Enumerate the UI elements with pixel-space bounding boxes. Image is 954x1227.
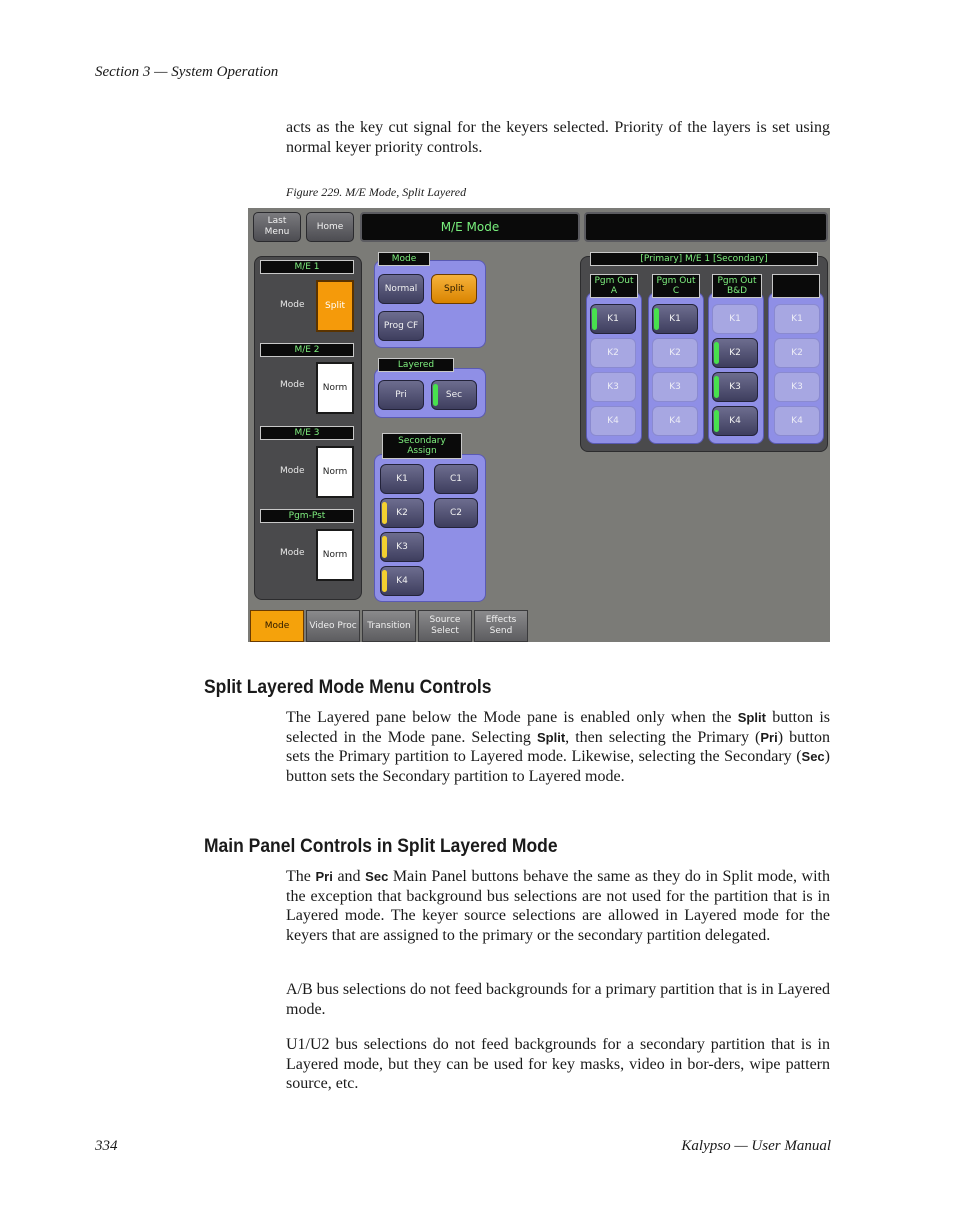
section2-paragraph-1: The Pri and Sec Main Panel buttons behave the same as they do in Split mode, with the exception that background bus selections are not used for the partition that is in Layered mode. The keyer source selections are allowed in Layered mode for the keyers that are assigned to the primary or the secondary partition delegated.	[286, 868, 830, 944]
tab-effects-send[interactable]: Effects Send	[474, 610, 528, 642]
me3-label: M/E 3	[260, 426, 354, 440]
out-c-k1-button[interactable]: K1	[652, 304, 698, 334]
out-a-k1-button[interactable]: K1	[590, 304, 636, 334]
sec-k2-button[interactable]: K2	[380, 498, 424, 528]
out-bd-k4-button[interactable]: K4	[712, 406, 758, 436]
page-number: 334	[95, 1138, 118, 1154]
sec-c2-button[interactable]: C2	[434, 498, 478, 528]
tab-mode[interactable]: Mode	[250, 610, 304, 642]
out-4-k3-button[interactable]: K3	[774, 372, 820, 402]
pri-button[interactable]: Pri	[378, 380, 424, 410]
out-4-k2-button[interactable]: K2	[774, 338, 820, 368]
section-heading-split-layered: Split Layered Mode Menu Controls	[204, 677, 492, 698]
out-c-k2-button[interactable]: K2	[652, 338, 698, 368]
me1-mode-label: Mode	[280, 300, 305, 310]
pgmpst-mode-button[interactable]: Norm	[316, 529, 354, 581]
section2-paragraph-2: A/B bus selections do not feed backgrounds for a primary partition that is in Layered mode.	[286, 981, 830, 1018]
mode-pane-title: Mode	[378, 252, 430, 266]
figure-caption: Figure 229. M/E Mode, Split Layered	[286, 185, 467, 199]
last-menu-button[interactable]: Last Menu	[253, 212, 301, 242]
out-bd-k1-button[interactable]: K1	[712, 304, 758, 334]
home-button[interactable]: Home	[306, 212, 354, 242]
sec-k3-button[interactable]: K3	[380, 532, 424, 562]
sec-k1-button[interactable]: K1	[380, 464, 424, 494]
out-c-k3-button[interactable]: K3	[652, 372, 698, 402]
me-mode-screenshot	[248, 208, 830, 642]
section1-paragraph: The Layered pane below the Mode pane is enabled only when the Split button is selected in the Mode pane. Selecting Split, then selecting the Primary (Pri) button sets the Primary partition to Layered mode. Likewise, selecting the Secondary (Sec) button sets the Secondary partition to Layered mode.	[286, 709, 831, 785]
tab-video-proc[interactable]: Video Proc	[306, 610, 360, 642]
me3-mode-button[interactable]: Norm	[316, 446, 354, 498]
sec-c1-button[interactable]: C1	[434, 464, 478, 494]
normal-button[interactable]: Normal	[378, 274, 424, 304]
output-a-label: Pgm Out A	[590, 274, 638, 298]
sec-k4-button[interactable]: K4	[380, 566, 424, 596]
tab-transition[interactable]: Transition	[362, 610, 416, 642]
output-bd-label: Pgm Out B&D	[712, 274, 762, 298]
out-bd-k3-button[interactable]: K3	[712, 372, 758, 402]
me2-mode-label: Mode	[280, 380, 305, 390]
me2-mode-button[interactable]: Norm	[316, 362, 354, 414]
out-bd-k2-button[interactable]: K2	[712, 338, 758, 368]
running-header: Section 3 — System Operation	[95, 64, 279, 80]
section-heading-main-panel: Main Panel Controls in Split Layered Mode	[204, 836, 558, 857]
intro-paragraph: acts as the key cut signal for the keyers selected. Priority of the layers is set using normal keyer priority controls.	[286, 119, 830, 156]
out-c-k4-button[interactable]: K4	[652, 406, 698, 436]
out-a-k3-button[interactable]: K3	[590, 372, 636, 402]
output-c-label: Pgm Out C	[652, 274, 700, 298]
running-footer: Kalypso — User Manual	[681, 1138, 831, 1154]
me2-label: M/E 2	[260, 343, 354, 357]
menu-title-bar: M/E Mode	[360, 212, 580, 242]
out-4-k1-button[interactable]: K1	[774, 304, 820, 334]
out-a-k4-button[interactable]: K4	[590, 406, 636, 436]
prog-cf-button[interactable]: Prog CF	[378, 311, 424, 341]
tab-source-select[interactable]: Source Select	[418, 610, 472, 642]
pgmpst-label: Pgm-Pst	[260, 509, 354, 523]
out-a-k2-button[interactable]: K2	[590, 338, 636, 368]
layered-pane-title: Layered	[378, 358, 454, 372]
split-button[interactable]: Split	[431, 274, 477, 304]
sec-button[interactable]: Sec	[431, 380, 477, 410]
me3-mode-label: Mode	[280, 466, 305, 476]
out-4-k4-button[interactable]: K4	[774, 406, 820, 436]
section2-paragraph-3: U1/U2 bus selections do not feed backgrounds for a secondary partition that is in Layered mode, but they can be used for key masks, video in bor-ders, wipe pattern source, etc.	[286, 1036, 830, 1093]
secondary-assign-title: Secondary Assign	[382, 433, 462, 459]
me1-label: M/E 1	[260, 260, 354, 274]
status-bar	[584, 212, 828, 242]
partition-header: [Primary] M/E 1 [Secondary]	[590, 252, 818, 266]
me1-mode-button[interactable]: Split	[316, 280, 354, 332]
output-blank-label	[772, 274, 820, 298]
pgmpst-mode-label: Mode	[280, 548, 305, 558]
